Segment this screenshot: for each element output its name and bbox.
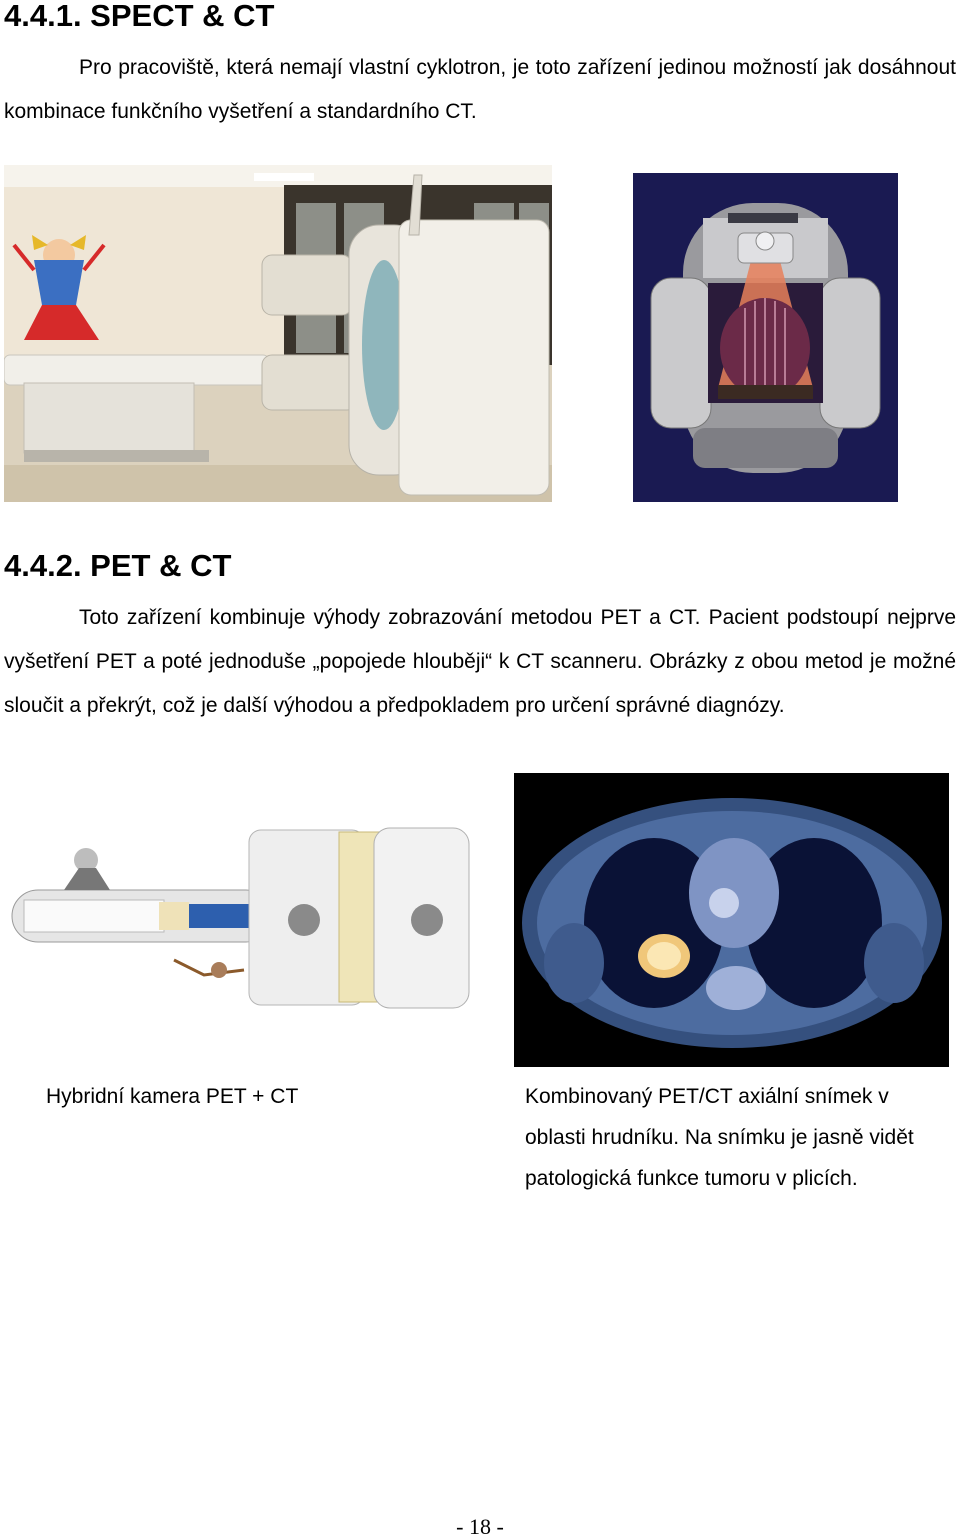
- spect-ct-room-photo: [4, 165, 552, 502]
- page-number: - 18 -: [456, 1514, 504, 1539]
- section-paragraph-pet-ct: [4, 596, 956, 728]
- section-heading-pet-ct: 4.4.2. PET & CT: [4, 548, 232, 583]
- caption-axial-scan: Kombinovaný PET/CT axiální snímek v oblasti hrudníku. Na snímku je jasně vidět patologická funkce tumoru v plicích.: [525, 1085, 914, 1190]
- pet-ct-axial-scan-image: [514, 773, 949, 1067]
- hybrid-pet-ct-camera-illustration: [4, 800, 494, 1040]
- paragraph-text: Toto zařízení kombinuje výhody zobrazování metodou PET a CT. Pacient podstoupí nejprve vyšetření PET a poté jednoduše „popojede hlouběji“ k CT scanneru. Obrázky z obou metod je možné sloučit a překrýt, což je další výhodou a předpokladem pro určení správné diagnózy.: [4, 606, 956, 717]
- paragraph-text: Pro pracoviště, která nemají vlastní cyklotron, je toto zařízení jedinou možností jak dosáhnout kombinace funkčního vyšetření a standardního CT.: [4, 56, 956, 123]
- caption-hybrid-camera: Hybridní kamera PET + CT: [46, 1085, 299, 1108]
- spect-camera-illustration: [633, 173, 898, 502]
- section-paragraph-spect-ct: [4, 46, 956, 134]
- section-heading-spect-ct: 4.4.1. SPECT & CT: [4, 0, 275, 33]
